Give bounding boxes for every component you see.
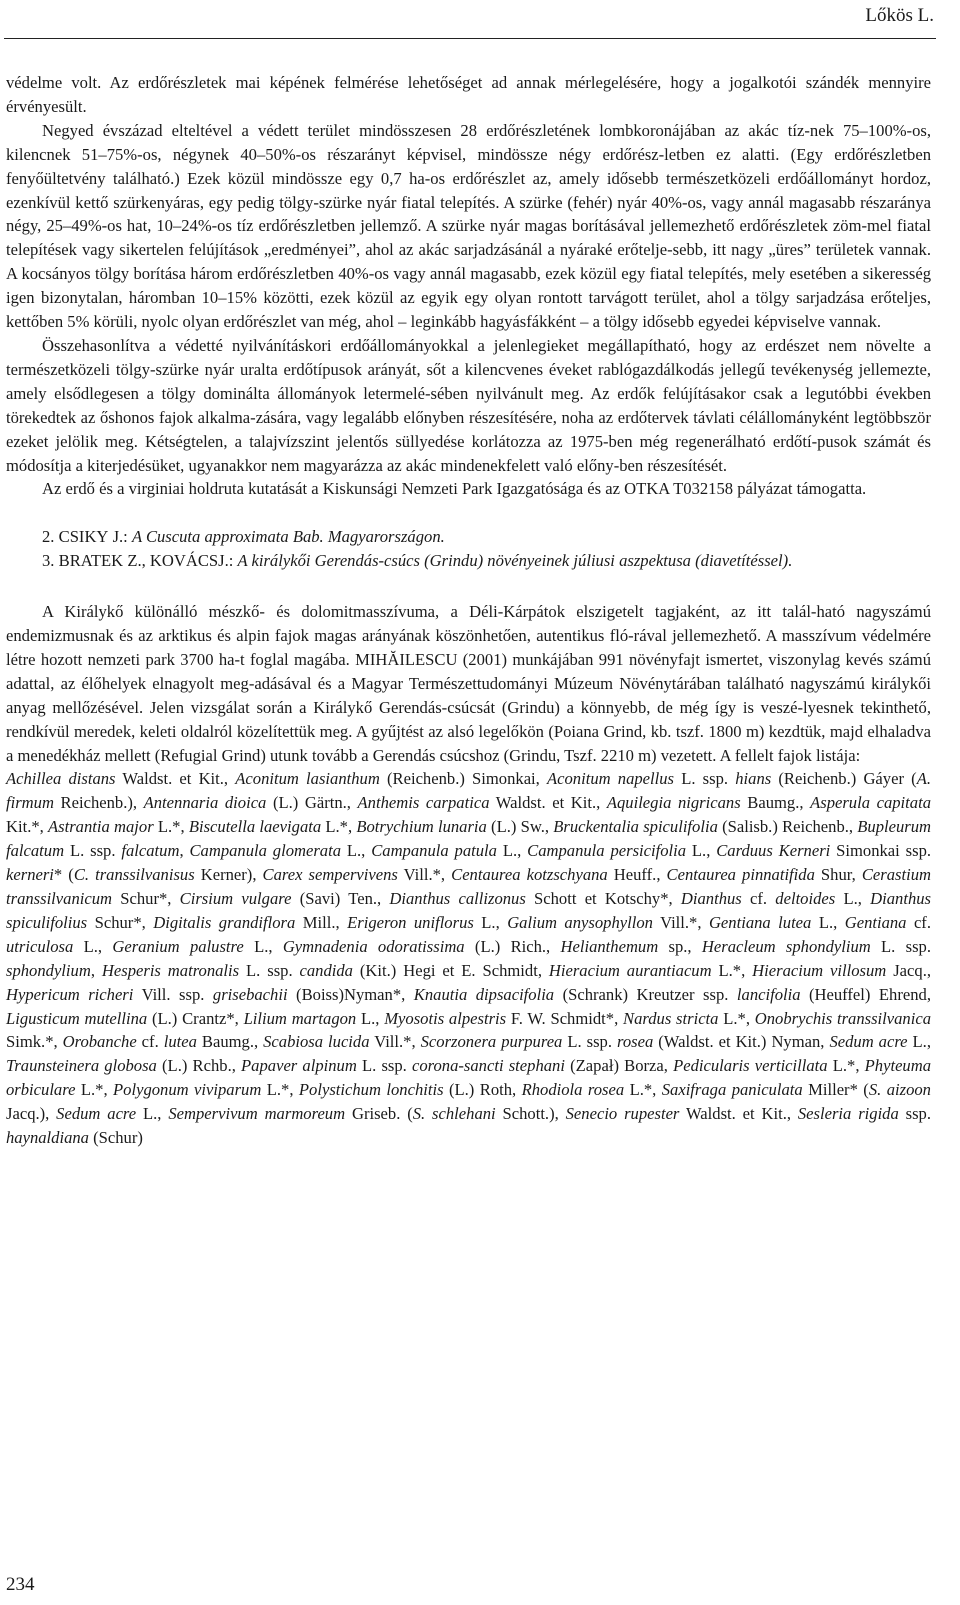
species-name: Gentiana [844,912,907,932]
species-name: Dianthus [680,889,742,908]
species-authority: Waldst. et Kit., [679,1104,798,1124]
species-authority: L. ssp. [356,1056,412,1076]
species-name: Saxifraga paniculata [661,1080,803,1100]
species-authority: L., [907,1032,931,1052]
paragraph-text: (2001) munkájában 991 növényfajt ismertet, viszonylag kevés számú adattal, az élőhelyek elnagyolt meg-adásával és a Magyar Természettudományi Múzeum Növénytárában található nagyszámú királykői anyag mellőzésével. Jelen vizsgálat során a Királykő Gerendás-csúcsát (Grindu) a könnyebb, de még így is veszé-lyesnek tekinthető, rendkívül meredek, keleti oldalról közelítettük meg. A gyűjtést az alsó legelőkön (Poiana Grind, kb. tszf. 1800 m) kezdtük, majd elhaladva a menedékház mellett (Refugial Grind) utunk tovább a Gerendás csúcshoz (Grindu, Tszf. 2210 m) vezetett. A fellelt fajok listája: [6,649,931,765]
species-name: Senecio rupester [565,1104,680,1124]
species-authority: Jacq.), [6,1104,57,1124]
species-name: Hieracium villosum [752,960,887,980]
species-authority: (L.) Rchb., [156,1056,242,1076]
species-authority: L. ssp. [64,841,122,861]
author-initial: K [149,551,162,571]
species-authority: cf. [136,1032,164,1052]
species-authority: sp., [658,936,702,956]
species-name: Geranium palustre [112,936,244,956]
species-name: Polygonum viviparum [113,1080,262,1100]
species-name: Biscutella laevigata [188,817,322,837]
species-authority: Vill.*, [369,1032,421,1052]
species-name: deltoides [775,889,836,908]
species-name: Pedicularis verticillata [673,1056,828,1076]
species-name: S. aizoon [868,1080,931,1100]
species-authority: L., [686,841,717,861]
species-authority: L. ssp. [674,769,736,789]
species-authority: (Zapał) Borza, [564,1056,674,1076]
species-name: Galium anysophyllon [507,912,653,932]
species-authority: L.*, [711,960,753,980]
species-authority: Jacq., [886,960,931,980]
species-authority: L.*, [75,1080,114,1100]
species-name: Erigeron uniflorus [347,912,474,932]
species-authority: Schur*, [87,912,154,932]
species-name: Helianthemum [560,936,659,956]
page-content [6,71,931,1150]
species-name: Aconitum napellus [547,769,675,789]
species-authority: (Savi) Ten., [291,889,390,908]
species-name: Achillea distans [6,769,116,789]
species-name: Carduus Kerneri [716,841,831,861]
species-authority: , [179,841,190,861]
species-name: lutea [163,1032,197,1052]
species-name: Campanula glomerata [189,841,342,861]
species-name: corona-sancti stephani [412,1056,565,1076]
paragraph-forest-assessment: Negyed évszázad elteltével a védett terület mindösszesen 28 erdőrészletének lombkoronájában az akác tíz-nek 75–100%-os, kilencnek 51–75%-os, négynek 40–50%-os részarányt képvisel, mindössze négy erdőrész-letben ez alatti. (Egy erdőrészletben fenyőültetvény található.) Ezek közül mindössze egy 0,7 ha-os erdőrészlet az, amely idősebb természetközeli erdőállományt hordoz, ezenkívül kettő szürkenyáras, egy pedig tölgy-szürke nyár fiatal telepítés. A szürke (fehér) nyár 40%-os, vagy annál magasabb részaránya négy, 25–49%-os hat, 10–24%-os tíz erdőrészletben jellemző. A szürke nyár magas borításával jellemezhető erdőrészletek zöm-mel fiatal telepítések vagy sikertelen felújítások „eredményei”, ahol az akác sarjadzásánál a nyáraké erőtelje-sebb, itt nagy „üres” területek vannak. A kocsányos tölgy borítása három erdőrészletben 40%-os vagy annál magasabb, ezek közül egy fiatal telepítés, mely esetében a sikeresség igen bizonytalan, háromban 10–15% közötti, ezek közül az egyik egy olyan rontott tarvágott terület, ahol a tölgy sarjadzása erőteljes, kettőben 5% körüli, nyolc olyan erdőrészlet van még, ahol – leginkább hagyásfákként – a tölgy idősebb egyedei képviselve vannak. [6,120,931,332]
species-name: Traunsteinera globosa [6,1056,157,1076]
species-authority: F. W. Schmidt*, [506,1008,624,1028]
species-authority: Reichenb.), [53,793,144,813]
species-authority: L.*, [827,1056,865,1076]
reference-number: 3. [42,551,55,571]
species-name: Knautia dipsacifolia [413,984,555,1004]
species-authority: Kerner), [194,865,263,885]
species-authority: Heuff., [607,865,667,885]
paragraph-acknowledgement: Az erdő és a virginiai holdruta kutatását a Kiskunsági Nemzeti Park Igazgatósága és az OTKA T032158 pályázat támogatta. [42,479,867,499]
species-authority: (L.) Crantz*, [147,1008,244,1028]
species-list [6,767,931,1150]
species-name: Anthemis carpatica [357,793,490,813]
reference-title: A királykői Gerendás-csúcs (Grindu) növényeinek júliusi aszpektusa (diavetítéssel). [237,551,793,571]
species-name: Digitalis grandiflora [153,912,296,932]
species-name: Centaurea kotzschyana [451,865,608,885]
species-authority: (Kit.) Hegi et E. Schmidt, [352,960,549,980]
author-name: IHĂILESCU [369,649,458,669]
species-authority: (L.) Roth, [443,1080,522,1100]
running-head: Lőkös L. [865,5,934,26]
species-name: Bruckentalia spiculifolia [553,817,718,837]
author-given: Z., [127,551,146,571]
species-name: Hieracium aurantiacum [548,960,712,980]
species-authority: (Heuffel) Ehrend, [800,984,931,1004]
species-name: Heracleum sphondylium [701,936,871,956]
species-authority: L.*, [321,817,357,837]
author-name: RATEK [69,551,124,571]
species-name: Nardus stricta [623,1008,719,1028]
species-authority: * ( [53,865,74,885]
species-authority: L., [243,936,283,956]
species-authority: (Boiss)Nyman*, [287,984,414,1004]
species-name: Scorzonera purpurea [420,1032,563,1052]
species-name: falcatum [121,841,180,861]
paragraph-text: A Királykő különálló mészkő- és dolomitmasszívuma, a Déli-Kárpátok elszigetelt tagjaként, az itt talál-ható nagyszámú endemizmusnak és az arktikus és alpin fajok magas arányának köszönhetően, autentikus fló-rával jellemezhető. A masszívum védelmére létre hozott nemzeti park 3700 ha-t foglal magába. [6,602,931,669]
species-name: Scabiosa lucida [263,1032,370,1052]
species-name: Carex sempervivens [262,865,398,885]
page-number: 234 [6,1574,35,1595]
species-name: Hesperis matronalis [101,960,240,980]
species-name: sphondylium [6,960,91,980]
header-rule [4,38,936,39]
species-authority: (Schrank) Kreutzer ssp. [554,984,737,1004]
species-authority: Waldst. et Kit., [115,769,236,789]
species-name: Sesleria rigida [797,1104,899,1124]
species-authority: Waldst. et Kit., [489,793,607,813]
species-name: haynaldiana [6,1128,89,1148]
species-authority: L., [496,841,528,861]
species-name: Botrychium lunaria [356,817,487,837]
species-authority: L.*, [261,1080,299,1100]
species-authority: L., [341,841,372,861]
species-authority: Miller* ( [802,1080,869,1100]
species-name: Papaver alpinum [241,1056,357,1076]
species-authority: (L.) Sw., [486,817,554,837]
species-name: Gentiana lutea [708,912,812,932]
species-name: Centaurea pinnatifida [666,865,815,885]
author-initial: C [58,527,70,547]
species-authority: Mill., [295,912,348,932]
species-name: Campanula persicifolia [527,841,687,861]
species-name: Dianthus callizonus [389,889,526,908]
reference-3 [6,549,931,573]
species-name: rosea [617,1032,654,1052]
species-name: Campanula patula [371,841,497,861]
species-name: Onobrychis transsilvanica [754,1008,931,1028]
spacer [6,573,931,600]
species-name: hians [735,769,772,789]
reference-2 [6,525,931,549]
species-authority: cf. [906,912,931,932]
species-authority: Schott et Kotschy*, [525,889,681,908]
author-name: SIKY [69,527,109,547]
species-name: Sedum acre [829,1032,908,1052]
species-authority: Shur, [814,865,862,885]
species-name: grisebachii [212,984,288,1004]
species-authority: (Schur) [88,1128,143,1148]
species-authority: cf. [741,889,776,908]
species-authority: (Reichenb.) Gáyer ( [771,769,917,789]
species-name: Cirsium vulgare [179,889,292,908]
species-name: Polystichum lonchitis [298,1080,444,1100]
species-authority: Baumg., [196,1032,264,1052]
species-authority: L., [136,1104,169,1124]
species-name: Bupleurum falcatum [6,817,932,861]
paragraph-kiralyko [6,600,931,767]
species-name: Aquilegia nigricans [606,793,741,813]
species-name: lancifolia [736,984,801,1004]
author-name: OVÁCS [161,551,219,571]
species-name: Hypericum richeri [6,984,134,1004]
species-name: Orobanche [62,1032,137,1052]
author-initial: M [355,649,370,669]
species-authority: L. ssp. [562,1032,617,1052]
species-authority: L., [811,912,845,932]
species-authority: L., [473,912,508,932]
species-name: Astrantia major [48,817,154,837]
species-authority: L. ssp. [239,960,300,980]
species-authority: Simonkai ssp. [830,841,932,861]
species-authority: ssp. [898,1104,932,1124]
species-name: Ligusticum mutellina [6,1008,148,1028]
species-name: kerneri [6,865,54,885]
species-authority: L., [835,889,871,908]
species-authority: Vill.*, [397,865,452,885]
species-authority: (Salisb.) Reichenb., [717,817,858,837]
species-name: Sempervivum marmoreum [168,1104,346,1124]
paragraph-continuation: védelme volt. Az erdőrészletek mai képének felmérése lehetőséget ad annak mérlegelésére, hogy a jogalkotói szándék mennyire érvényesült. [6,73,931,116]
species-authority: Vill.*, [652,912,709,932]
spacer [6,501,931,525]
species-authority: Baumg., [740,793,811,813]
species-authority: L., [356,1008,385,1028]
species-authority: Simk.*, [6,1032,63,1052]
species-name: Dianthus spiculifolius [6,889,931,932]
species-authority: Schur*, [112,889,180,908]
species-name: Aconitum lasianthum [235,769,380,789]
species-authority: Griseb. ( [345,1104,413,1124]
species-name: Asperula capitata [810,793,931,813]
species-authority: L. ssp. [870,936,931,956]
species-name: Phyteuma orbiculare [6,1056,932,1100]
reference-title: A Cuscuta approximata Bab. Magyarországon. [131,527,445,547]
species-name: S. schlehani [412,1104,496,1124]
species-authority: (L.) Rich., [464,936,561,956]
reference-number: 2. [42,527,55,547]
species-authority: Vill. ssp. [133,984,213,1004]
species-name: Cerastium transsilvanicum [6,865,931,908]
species-name: Lilium martagon [243,1008,357,1028]
species-authority: Schott.), [495,1104,566,1124]
author-given: J.: [112,527,128,547]
species-name: utriculosa [6,936,74,956]
species-name: Sedum acre [56,1104,137,1124]
species-name: A. firmum [6,769,931,813]
species-name: Rhodiola rosea [521,1080,625,1100]
species-authority: (Waldst. et Kit.) Nyman, [653,1032,830,1052]
paragraph-comparison: Összehasonlítva a védetté nyilvánításkori erdőállományokkal a jelenlegieket megállapítható, hogy az erdészet nem növelte a természetközeli tölgy-szürke nyár uralta erdőtípusok arányát, sőt a kilencvenes éveket rablógazdálkodás jellegű tevékenység jellemezte, amely elsődlegesen a tölgy dominálta állományok letermelé-sében nyilvánult meg. Az erdők felújításakor csak a legutóbbi években törekedtek az őshonos fajok alkalma-zására, vagy legalább előnyben részesítésére, noha az erdőtervek távlati célállományként legtöbbször ezeket jelölik meg. Kétségtelen, a talajvízszint jelentős süllyedése korlátozza az 1975-ben még regenerálható erdőtí-pusok számát és módosítja a kiterjedésüket, ugyanakkor nem magyarázza az akác mindenekfelett való előny-ben részesítését. [6,335,931,475]
author-given: J.: [218,551,234,571]
species-authority: (L.) Gärtn., [266,793,358,813]
species-name: Gymnadenia odoratissima [282,936,465,956]
species-authority: L.*, [718,1008,755,1028]
species-name: C. transsilvanisus [73,865,195,885]
species-authority: L.*, [624,1080,662,1100]
species-name: Myosotis alpestris [384,1008,507,1028]
species-authority: L.*, [153,817,189,837]
species-authority: (Reichenb.) Simonkai, [379,769,547,789]
species-authority: , [90,960,102,980]
species-authority: L., [73,936,113,956]
species-name: candida [299,960,353,980]
species-authority: Kit.*, [6,817,49,837]
species-name: Antennaria dioica [143,793,267,813]
author-initial: B [58,551,70,571]
